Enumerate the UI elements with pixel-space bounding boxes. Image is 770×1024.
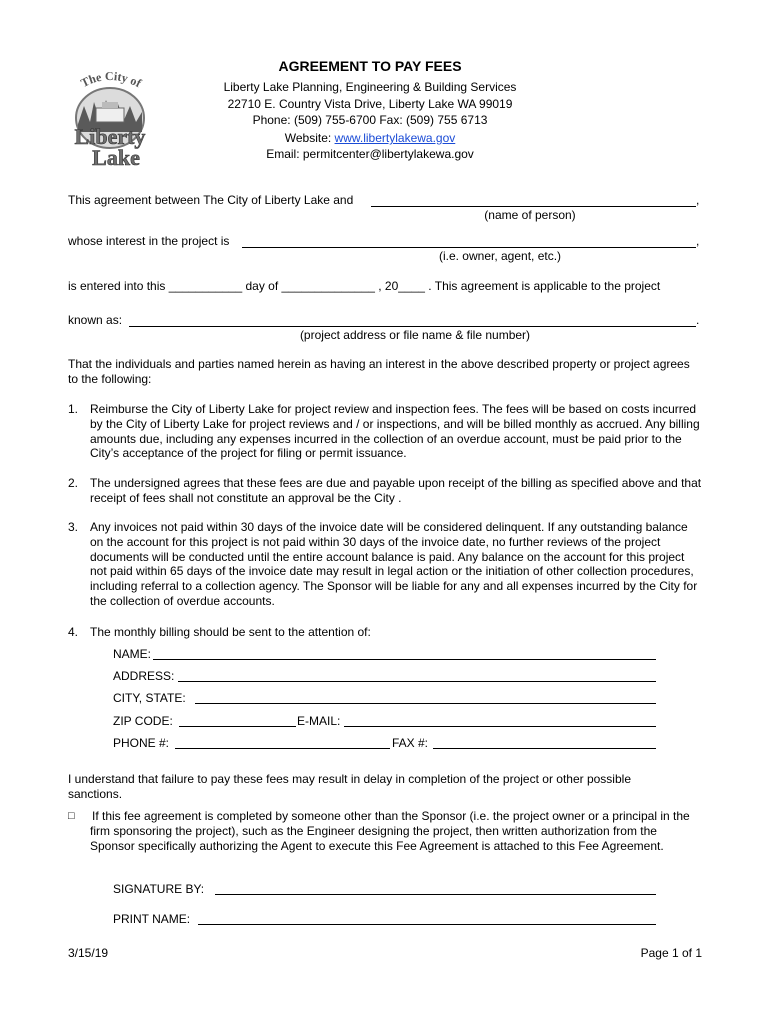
item-1-text: Reimburse the City of Liberty Lake for project review and inspection fees. The fees will be based on costs incurred by the City of Liberty Lake for project reviews and / or inspections, and will be billed monthly as accrued. Any billing amounts due, including any expenses incurred in the collection of an overdue account, must be paid prior to the City’s acceptance of the project for filing or permit issuance. <box>90 402 700 461</box>
billing-fax-field[interactable] <box>433 748 656 749</box>
agent-authorization-text: If this fee agreement is completed by someone other than the Sponsor (i.e. the project owner or a principal in the firm sponsoring the project), such as the Engineer designing the project, then written authorization from the Sponsor specifically authorizing the Agent to execute this Fee Agreement is attached to this Fee Agreement. <box>90 809 690 853</box>
phone-fax: Phone: (509) 755-6700 Fax: (509) 755 6713 <box>252 113 488 127</box>
billing-zip-field[interactable] <box>179 726 296 727</box>
billing-phone-field[interactable] <box>175 748 390 749</box>
item-4-text: The monthly billing should be sent to the attention of: <box>90 625 371 639</box>
billing-address-field[interactable] <box>178 681 656 682</box>
interest-line[interactable] <box>242 247 696 248</box>
email-line: Email: permitcenter@libertylakewa.gov <box>266 147 474 161</box>
project-known-as-line[interactable] <box>129 326 696 327</box>
intro-paragraph: That the individuals and parties named herein as having an interest in the above described property or project agrees to the following: <box>68 357 690 386</box>
logo-top-text: The City of <box>78 68 144 91</box>
billing-address-label: ADDRESS: <box>113 669 175 683</box>
billing-phone-label: PHONE #: <box>113 736 170 750</box>
billing-name-label: NAME: <box>113 647 152 661</box>
page-number: Page 1 of 1 <box>640 946 702 960</box>
signature-label: SIGNATURE BY: <box>113 882 205 896</box>
agent-authorization-checkbox[interactable]: □ <box>68 810 75 822</box>
signature-field[interactable] <box>215 894 656 895</box>
item-2-number: 2. <box>68 476 79 490</box>
website-link[interactable]: www.libertylakewa.gov <box>334 131 456 145</box>
website-line <box>220 131 520 145</box>
interest-caption: (i.e. owner, agent, etc.) <box>438 249 562 263</box>
line2-comma: , <box>696 234 700 248</box>
website-label: Website: <box>284 131 335 145</box>
billing-email-field[interactable] <box>344 726 656 727</box>
page-title: AGREEMENT TO PAY FEES <box>278 58 462 74</box>
understand-paragraph: I understand that failure to pay these fees may result in delay in completion of the project or other possible sanctions. <box>68 772 631 801</box>
billing-email-label: E-MAIL: <box>297 714 341 728</box>
logo-word-liberty: Liberty <box>74 124 146 149</box>
agreement-parties-label: This agreement between The City of Liberty Lake and <box>68 193 354 207</box>
department-address: 22710 E. Country Vista Drive, Liberty Lake WA 99019 <box>227 97 513 111</box>
billing-city-state-label: CITY, STATE: <box>113 691 186 705</box>
item-3-number: 3. <box>68 520 79 534</box>
known-as-label: known as: <box>68 313 123 327</box>
logo-word-lake: Lake <box>92 145 140 170</box>
project-caption: (project address or file name & file number) <box>299 328 531 342</box>
billing-city-state-field[interactable] <box>195 703 656 704</box>
person-name-line[interactable] <box>371 206 696 207</box>
item-1-number: 1. <box>68 402 79 416</box>
billing-zip-label: ZIP CODE: <box>113 714 173 728</box>
line4-period: . <box>696 313 700 327</box>
item-2-text: The undersigned agrees that these fees are due and payable upon receipt of the billing as specified above and that receipt of fees shall not constitute an approval be the City . <box>90 476 702 505</box>
person-name-caption: (name of person) <box>484 208 576 222</box>
revision-date: 3/15/19 <box>68 946 109 960</box>
interest-label: whose interest in the project is <box>68 234 230 248</box>
billing-name-field[interactable] <box>153 659 656 660</box>
department-name: Liberty Lake Planning, Engineering & Building Services <box>223 80 517 94</box>
line1-comma: , <box>696 193 700 207</box>
print-name-field[interactable] <box>198 924 656 925</box>
item-3-text: Any invoices not paid within 30 days of the invoice date will be considered delinquent. If any outstanding balance on the account for this project is not paid within 30 days of the invoice date, no further reviews of the project documents will be conducted until the entire account balance is paid. Any balance on the account for this project not paid within 65 days of the invoice date may result in legal action or the initiation of other collection procedures, including referral to a collection agency. The Sponsor will be liable for any and all expenses incurred by the City for the collection of overdue accounts. <box>90 520 698 608</box>
print-name-label: PRINT NAME: <box>113 912 191 926</box>
date-entered-line: is entered into this ___________ day of ______________ , 20____ . This agreement is applicable to the project <box>68 279 661 293</box>
item-4-number: 4. <box>68 625 79 639</box>
city-of-liberty-lake-logo <box>62 66 158 170</box>
billing-fax-label: FAX #: <box>392 736 429 750</box>
